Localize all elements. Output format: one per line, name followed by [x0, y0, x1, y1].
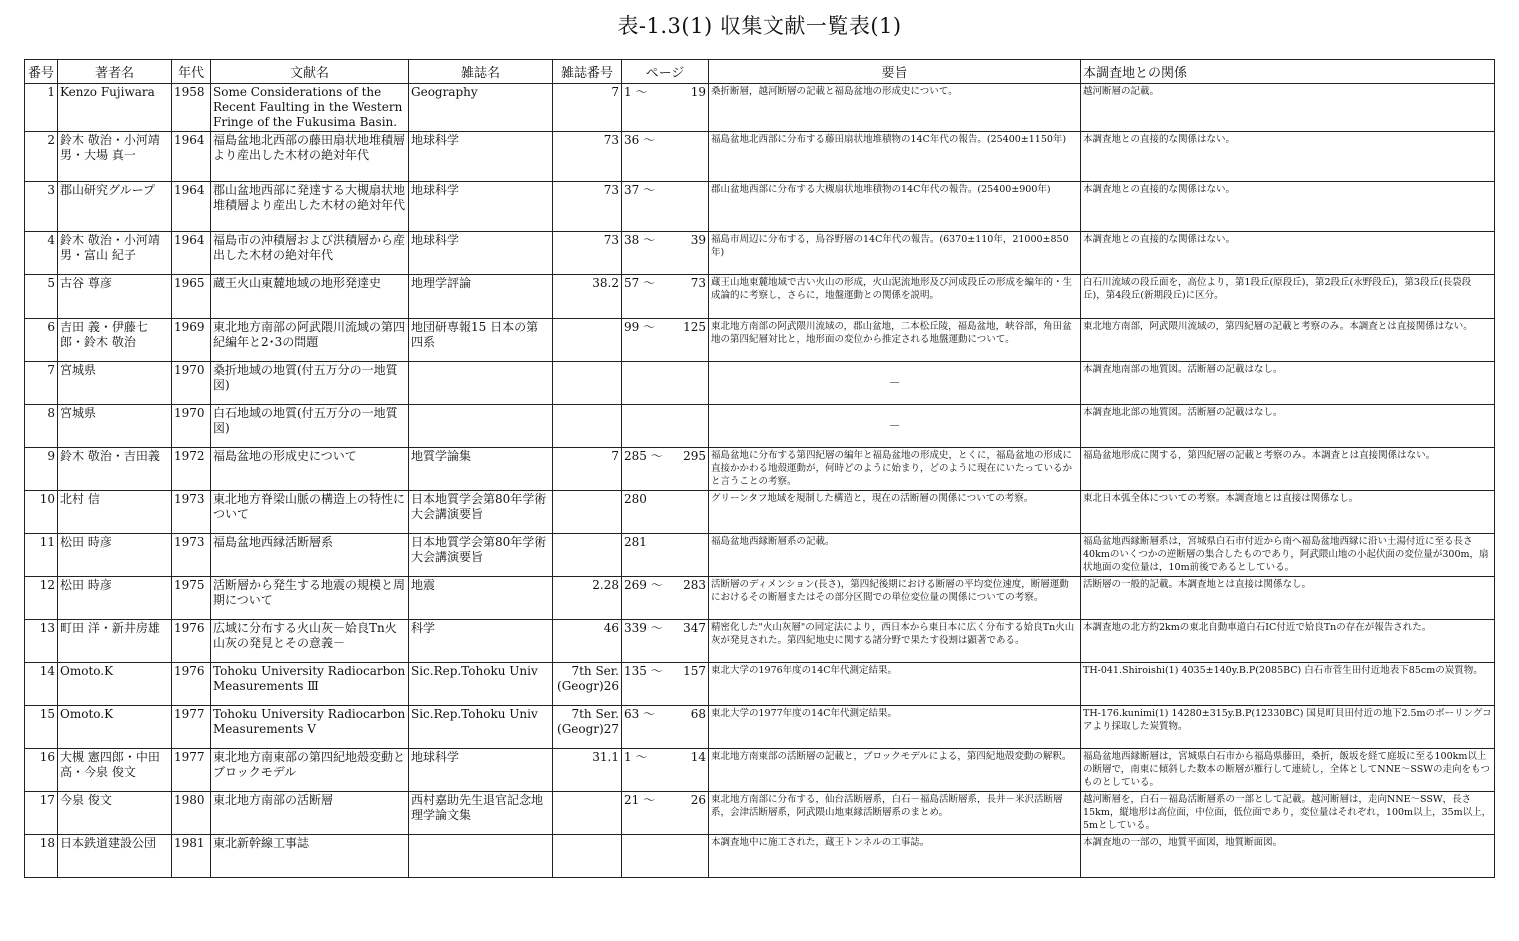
cell-title: 蔵王火山東麓地域の地形発達史 — [211, 275, 409, 319]
page-start: 1 ～ — [624, 85, 648, 99]
cell-summary: 福島市周辺に分布する，鳥谷野層の14C年代の報告。(6370±110年，21000±850年) — [709, 232, 1081, 275]
table-row — [25, 319, 1495, 362]
cell-title: 東北地方南東部の第四紀地殻変動とブロックモデル — [211, 749, 409, 792]
page-end: 73 — [690, 276, 706, 290]
cell-no: 17 — [25, 792, 58, 835]
cell-year: 1970 — [172, 362, 211, 405]
cell-pages — [622, 182, 709, 232]
page-end: 283 — [683, 578, 706, 592]
cell-pages — [622, 84, 709, 132]
cell-journal: 日本地質学会第80年学術大会講演要旨 — [409, 534, 553, 577]
table-row — [25, 275, 1495, 319]
cell-summary: － — [709, 405, 1081, 448]
table-row — [25, 448, 1495, 491]
header-no: 番号 — [25, 60, 58, 84]
cell-author: 郡山研究グループ — [58, 182, 172, 232]
cell-author: Omoto.K — [58, 663, 172, 706]
cell-year: 1980 — [172, 792, 211, 835]
cell-volume — [553, 319, 622, 362]
header-summary: 要旨 — [709, 60, 1081, 84]
cell-no: 16 — [25, 749, 58, 792]
cell-author: 鈴木 敬治・小河靖男・富山 紀子 — [58, 232, 172, 275]
cell-author: 大槻 憲四郎・中田 高・今泉 俊文 — [58, 749, 172, 792]
cell-journal — [409, 405, 553, 448]
table-row — [25, 620, 1495, 663]
cell-pages — [622, 132, 709, 182]
cell-pages — [622, 232, 709, 275]
cell-summary: 活断層のディメンション(長さ)，第四紀後期における断層の平均変位速度，断層運動におけるその断層またはその部分区間での単位変位量の関係についての考察。 — [709, 577, 1081, 620]
cell-relation: 本調査地との直接的な関係はない。 — [1081, 182, 1495, 232]
cell-journal: 地震 — [409, 577, 553, 620]
cell-title: 東北新幹線工事誌 — [211, 835, 409, 878]
cell-year: 1965 — [172, 275, 211, 319]
cell-title: Some Considerations of the Recent Faulting in the Western Fringe of the Fukusima Basin. — [211, 84, 409, 132]
cell-journal: Geography — [409, 84, 553, 132]
table-row — [25, 706, 1495, 749]
header-author: 著者名 — [58, 60, 172, 84]
header-year: 年代 — [172, 60, 211, 84]
cell-year: 1977 — [172, 749, 211, 792]
page-start: 63 ～ — [624, 707, 656, 721]
cell-journal: 地質学論集 — [409, 448, 553, 491]
cell-volume: 38.2 — [553, 275, 622, 319]
cell-no: 8 — [25, 405, 58, 448]
cell-summary: 東北地方南部に分布する，仙台活断層系，白石－福島活断層系，長井－米沢活断層系，会津活断層系，阿武隈山地東縁活断層系のまとめ。 — [709, 792, 1081, 835]
cell-relation: 本調査地の一部の，地質平面図，地質断面図。 — [1081, 835, 1495, 878]
page-start: 36 ～ — [624, 133, 656, 147]
page-end: 14 — [690, 750, 706, 764]
header-title: 文献名 — [211, 60, 409, 84]
cell-title: 福島盆地北西部の藤田扇状地堆積層より産出した木材の絶対年代 — [211, 132, 409, 182]
cell-summary: 福島盆地に分布する第四紀層の編年と福島盆地の形成史，とくに，福島盆地の形成に直接かかわる地殻運動が，何時どのように始まり，どのように現在にいたっているかと言うことの考察。 — [709, 448, 1081, 491]
cell-pages — [622, 792, 709, 835]
cell-volume — [553, 491, 622, 534]
table-row — [25, 84, 1495, 132]
cell-summary: 郡山盆地西部に分布する大槻扇状地堆積物の14C年代の報告。(25400±900年) — [709, 182, 1081, 232]
cell-no: 6 — [25, 319, 58, 362]
cell-journal: 西村嘉助先生退官記念地理学論文集 — [409, 792, 553, 835]
cell-title: 東北地方南部の阿武隈川流域の第四紀編年と2･3の問題 — [211, 319, 409, 362]
cell-year: 1964 — [172, 232, 211, 275]
cell-title: 白石地域の地質(付五万分の一地質図) — [211, 405, 409, 448]
cell-author: 古谷 尊彦 — [58, 275, 172, 319]
cell-journal: 地球科学 — [409, 232, 553, 275]
cell-relation: 東北日本弧全体についての考察。本調査地とは直接は関係なし。 — [1081, 491, 1495, 534]
page-end: 26 — [690, 793, 706, 807]
cell-title: 福島盆地西縁活断層系 — [211, 534, 409, 577]
cell-volume: 7 — [553, 448, 622, 491]
cell-year: 1969 — [172, 319, 211, 362]
page-end: 68 — [690, 707, 706, 721]
cell-year: 1964 — [172, 182, 211, 232]
cell-no: 1 — [25, 84, 58, 132]
cell-no: 9 — [25, 448, 58, 491]
cell-volume: 7th Ser.(Geogr)26 — [553, 663, 622, 706]
cell-year: 1970 — [172, 405, 211, 448]
table-row — [25, 792, 1495, 835]
cell-summary: グリーンタフ地域を規制した構造と，現在の活断層の関係についての考察。 — [709, 491, 1081, 534]
table-row — [25, 835, 1495, 878]
cell-no: 7 — [25, 362, 58, 405]
cell-pages — [622, 749, 709, 792]
cell-pages — [622, 362, 709, 405]
cell-author: 宮城県 — [58, 405, 172, 448]
table-row — [25, 577, 1495, 620]
cell-year: 1981 — [172, 835, 211, 878]
cell-summary: 蔵王山地東麓地域で古い火山の形成，火山泥流地形及び河成段丘の形成を編年的・生成論的に考察し，さらに，地盤運動との関係を説明。 — [709, 275, 1081, 319]
table-row — [25, 362, 1495, 405]
cell-no: 5 — [25, 275, 58, 319]
cell-year: 1977 — [172, 706, 211, 749]
cell-summary: 桑折断層，越河断層の記載と福島盆地の形成史について。 — [709, 84, 1081, 132]
cell-year: 1964 — [172, 132, 211, 182]
cell-title: Tohoku University Radiocarbon Measurements Ⅴ — [211, 706, 409, 749]
cell-title: Tohoku University Radiocarbon Measurements Ⅲ — [211, 663, 409, 706]
cell-summary: 精密化した"火山灰層"の同定法により，西日本から東日本に広く分布する姶良Tn火山灰が発見された。第四紀地史に関する諸分野で果たす役割は顕著である。 — [709, 620, 1081, 663]
cell-relation: 本調査地南部の地質図。活断層の記載はなし。 — [1081, 362, 1495, 405]
cell-title: 福島盆地の形成史について — [211, 448, 409, 491]
cell-relation: 本調査地との直接的な関係はない。 — [1081, 132, 1495, 182]
cell-summary: 東北地方南東部の活断層の記載と，ブロックモデルによる，第四紀地殻変動の解釈。 — [709, 749, 1081, 792]
table-row — [25, 405, 1495, 448]
page-end: 125 — [683, 320, 706, 334]
table-header-row — [25, 60, 1495, 84]
page-start: 285 ～ — [624, 449, 663, 463]
cell-summary: 東北地方南部の阿武隈川流域の，郡山盆地，二本松丘陵，福島盆地，峡谷部，角田盆地の第四紀層対比と，地形面の変位から推定される地盤運動について。 — [709, 319, 1081, 362]
cell-author: 吉田 義・伊藤七郎・鈴木 敬治 — [58, 319, 172, 362]
cell-pages — [622, 835, 709, 878]
page-start: 57 ～ — [624, 276, 656, 290]
cell-volume: 46 — [553, 620, 622, 663]
table-row — [25, 491, 1495, 534]
cell-author: 北村 信 — [58, 491, 172, 534]
cell-relation: 東北地方南部，阿武隈川流域の，第四紀層の記載と考察のみ。本調査とは直接関係はない。 — [1081, 319, 1495, 362]
cell-summary: 福島盆地北西部に分布する藤田扇状地堆積物の14C年代の報告。(25400±1150年) — [709, 132, 1081, 182]
cell-summary: － — [709, 362, 1081, 405]
cell-no: 3 — [25, 182, 58, 232]
page-title: 表-1.3(1) 収集文献一覧表(1) — [617, 14, 902, 38]
cell-year: 1972 — [172, 448, 211, 491]
page-start: 281 — [624, 535, 647, 549]
cell-volume: 31.1 — [553, 749, 622, 792]
cell-relation: TH-176.kunimi(1) 14280±315y.B.P(12330BC) 国見町貝田付近の地下2.5mのボーリングコアより採取した炭質物。 — [1081, 706, 1495, 749]
page-end: 157 — [683, 664, 706, 678]
cell-volume: 73 — [553, 132, 622, 182]
cell-pages — [622, 405, 709, 448]
page-end: 295 — [683, 449, 706, 463]
cell-title: 広域に分布する火山灰－姶良Tn火山灰の発見とその意義－ — [211, 620, 409, 663]
cell-relation: 本調査地北部の地質図。活断層の記載はなし。 — [1081, 405, 1495, 448]
cell-pages — [622, 319, 709, 362]
cell-volume — [553, 405, 622, 448]
cell-author: 松田 時彦 — [58, 534, 172, 577]
cell-journal: 地球科学 — [409, 182, 553, 232]
cell-volume: 7 — [553, 84, 622, 132]
cell-journal: 地球科学 — [409, 132, 553, 182]
cell-relation: 越河断層を，白石－福島活断層系の一部として記載。越河断層は，走向NNE～SSW，長さ15km，縦地形は高位面，中位面，低位面であり，変位量はそれぞれ，100m以上，35m以上，5mとしている。 — [1081, 792, 1495, 835]
page-end: 19 — [690, 85, 706, 99]
cell-journal: 地球科学 — [409, 749, 553, 792]
cell-no: 15 — [25, 706, 58, 749]
cell-no: 14 — [25, 663, 58, 706]
cell-year: 1975 — [172, 577, 211, 620]
cell-author: 今泉 俊文 — [58, 792, 172, 835]
cell-pages — [622, 491, 709, 534]
cell-relation: 福島盆地形成に関する，第四紀層の記載と考察のみ。本調査とは直接関係はない。 — [1081, 448, 1495, 491]
table-row — [25, 663, 1495, 706]
cell-title: 桑折地域の地質(付五万分の一地質図) — [211, 362, 409, 405]
cell-no: 2 — [25, 132, 58, 182]
page-start: 135 ～ — [624, 664, 663, 678]
cell-title: 東北地方南部の活断層 — [211, 792, 409, 835]
cell-year: 1976 — [172, 663, 211, 706]
cell-summary: 東北大学の1977年度の14C年代測定結果。 — [709, 706, 1081, 749]
cell-pages — [622, 534, 709, 577]
page-start: 1 ～ — [624, 750, 648, 764]
cell-pages — [622, 448, 709, 491]
cell-volume — [553, 534, 622, 577]
cell-volume — [553, 792, 622, 835]
page-start: 339 ～ — [624, 621, 663, 635]
cell-author: 鈴木 敬治・小河靖男・大場 真一 — [58, 132, 172, 182]
table-row — [25, 749, 1495, 792]
cell-volume: 2.28 — [553, 577, 622, 620]
cell-no: 11 — [25, 534, 58, 577]
page-end: 347 — [683, 621, 706, 635]
cell-journal: 地団研専報15 日本の第四系 — [409, 319, 553, 362]
cell-author: 町田 洋・新井房雄 — [58, 620, 172, 663]
cell-year: 1973 — [172, 491, 211, 534]
cell-volume: 7th Ser.(Geogr)27 — [553, 706, 622, 749]
literature-table — [24, 59, 1495, 878]
cell-summary: 福島盆地西縁断層系の記載。 — [709, 534, 1081, 577]
cell-journal: Sic.Rep.Tohoku Univ — [409, 663, 553, 706]
cell-author: Omoto.K — [58, 706, 172, 749]
cell-no: 13 — [25, 620, 58, 663]
cell-summary: 東北大学の1976年度の14C年代測定結果。 — [709, 663, 1081, 706]
cell-relation: 白石川流域の段丘面を，高位より，第1段丘(原段丘)，第2段丘(永野段丘)，第3段丘(長袋段丘)，第4段丘(新期段丘)に区分。 — [1081, 275, 1495, 319]
header-journal: 雑誌名 — [409, 60, 553, 84]
cell-year: 1976 — [172, 620, 211, 663]
cell-pages — [622, 577, 709, 620]
cell-journal: 地理学評論 — [409, 275, 553, 319]
cell-journal: Sic.Rep.Tohoku Univ — [409, 706, 553, 749]
cell-relation: 福島盆地西縁断層系は，宮城県白石市付近から南へ福島盆地西縁に沿い土湯付近に至る長さ40kmのいくつかの逆断層の集合したものであり，阿武隈山地の小起伏面の変位量が300m，扇状地面の変位量は，10m前後であるとしている。 — [1081, 534, 1495, 577]
cell-author: Kenzo Fujiwara — [58, 84, 172, 132]
page-start: 37 ～ — [624, 183, 656, 197]
cell-summary: 本調査地中に施工された，蔵王トンネルの工事誌。 — [709, 835, 1081, 878]
cell-author: 宮城県 — [58, 362, 172, 405]
cell-pages — [622, 620, 709, 663]
cell-no: 4 — [25, 232, 58, 275]
cell-relation: 福島盆地西縁断層は，宮城県白石市から福島県藤田，桑折，飯坂を経て庭坂に至る100km以上の断層で，南東に傾斜した数本の断層が雁行して連続し，全体としてNNE～SSWの走向をもつものとしている。 — [1081, 749, 1495, 792]
cell-volume — [553, 835, 622, 878]
cell-author: 松田 時彦 — [58, 577, 172, 620]
cell-relation: TH-041.Shiroishi(1) 4035±140y.B.P(2085BC) 白石市菅生田付近地表下85cmの炭質物。 — [1081, 663, 1495, 706]
cell-no: 18 — [25, 835, 58, 878]
table-row — [25, 182, 1495, 232]
cell-no: 12 — [25, 577, 58, 620]
cell-journal — [409, 362, 553, 405]
cell-pages — [622, 706, 709, 749]
cell-journal: 科学 — [409, 620, 553, 663]
cell-year: 1973 — [172, 534, 211, 577]
table-row — [25, 232, 1495, 275]
cell-volume: 73 — [553, 232, 622, 275]
cell-volume — [553, 362, 622, 405]
header-pages: ページ — [622, 60, 709, 84]
cell-title: 郡山盆地西部に発達する大槻扇状地堆積層より産出した木材の絶対年代 — [211, 182, 409, 232]
page-start: 38 ～ — [624, 233, 656, 247]
cell-journal — [409, 835, 553, 878]
cell-no: 10 — [25, 491, 58, 534]
cell-author: 日本鉄道建設公団 — [58, 835, 172, 878]
page-end: 39 — [690, 233, 706, 247]
cell-year: 1958 — [172, 84, 211, 132]
header-volume: 雑誌番号 — [553, 60, 622, 84]
cell-volume: 73 — [553, 182, 622, 232]
cell-pages — [622, 663, 709, 706]
page-start: 269 ～ — [624, 578, 663, 592]
page-start: 99 ～ — [624, 320, 656, 334]
cell-journal: 日本地質学会第80年学術大会講演要旨 — [409, 491, 553, 534]
table-row — [25, 534, 1495, 577]
header-relation: 本調査地との関係 — [1081, 60, 1495, 84]
cell-title: 活断層から発生する地震の規模と周期について — [211, 577, 409, 620]
page-start: 21 ～ — [624, 793, 656, 807]
page-start: 280 — [624, 492, 647, 506]
cell-author: 鈴木 敬治・吉田義 — [58, 448, 172, 491]
table-row — [25, 132, 1495, 182]
cell-pages — [622, 275, 709, 319]
cell-title: 東北地方脊梁山脈の構造上の特性について — [211, 491, 409, 534]
cell-relation: 本調査地との直接的な関係はない。 — [1081, 232, 1495, 275]
cell-title: 福島市の沖積層および洪積層から産出した木材の絶対年代 — [211, 232, 409, 275]
cell-relation: 越河断層の記載。 — [1081, 84, 1495, 132]
cell-relation: 本調査地の北方約2kmの東北自動車道白石IC付近で姶良Tnの存在が報告された。 — [1081, 620, 1495, 663]
cell-relation: 活断層の一般的記載。本調査地とは直接は関係なし。 — [1081, 577, 1495, 620]
